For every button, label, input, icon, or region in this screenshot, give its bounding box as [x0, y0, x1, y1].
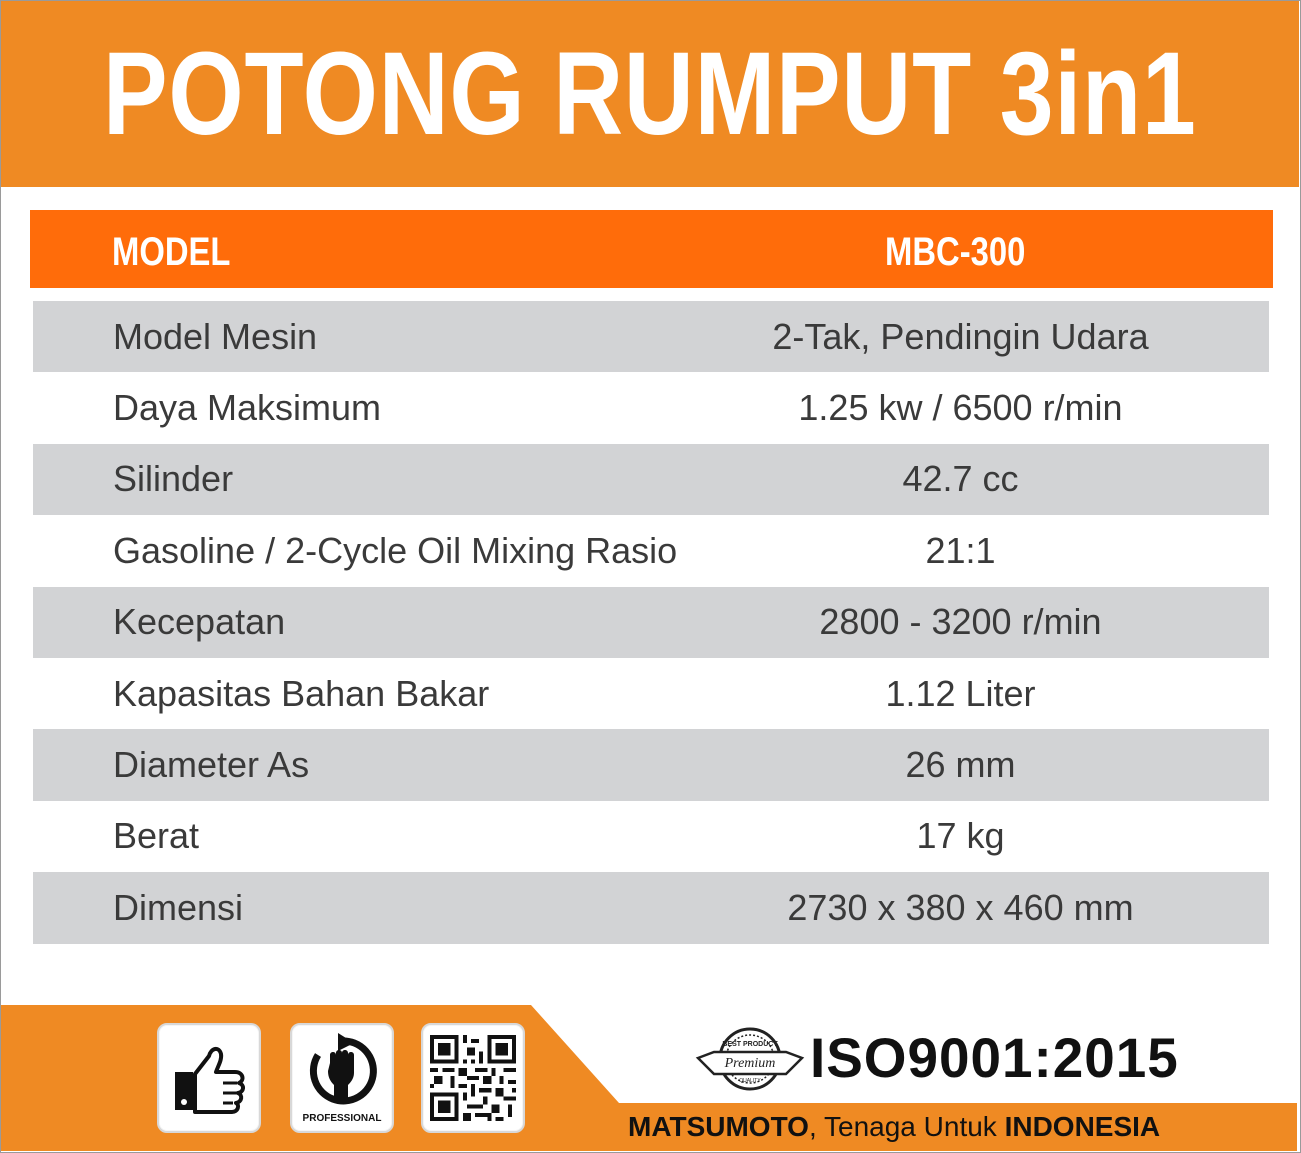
- tagline-middle: , Tenaga Untuk: [808, 1111, 1005, 1142]
- iso-certification: ISO9001:2015: [810, 1026, 1179, 1089]
- professional-badge: [290, 1023, 394, 1133]
- spec-value: 2-Tak, Pendingin Udara: [772, 315, 1149, 357]
- spec-label: Diameter As: [113, 744, 310, 786]
- table-row: [33, 658, 1269, 729]
- spec-value: 17 kg: [916, 815, 1005, 857]
- seal-middle-text: Premium: [724, 1056, 776, 1071]
- table-row: [33, 372, 1269, 443]
- spec-value: 42.7 cc: [902, 458, 1019, 500]
- spec-value: 26 mm: [905, 744, 1016, 786]
- spec-label: Dimensi: [113, 886, 244, 928]
- spec-value: 1.12 Liter: [885, 672, 1036, 714]
- spec-label: Berat: [113, 815, 200, 857]
- table-row: [33, 444, 1269, 515]
- spec-label: Gasoline / 2-Cycle Oil Mixing Rasio: [113, 529, 678, 571]
- table-row: [33, 587, 1269, 658]
- spec-label: Kecepatan: [113, 601, 286, 643]
- badge-caption: PROFESSIONAL: [302, 1112, 382, 1124]
- model-header-bar: [30, 210, 1273, 288]
- spec-label: Model Mesin: [113, 315, 318, 357]
- thumbs-up-icon: [169, 1038, 249, 1118]
- table-row: [33, 872, 1269, 943]
- seal-bottom-text: QUALITY: [739, 1078, 761, 1084]
- spec-value: 1.25 kw / 6500 r/min: [798, 387, 1123, 429]
- table-row: [33, 801, 1269, 872]
- table-row: [33, 301, 1269, 372]
- premium-seal-icon: [694, 1026, 806, 1092]
- brand-name: MATSUMOTO: [628, 1111, 809, 1142]
- spec-value: 21:1: [925, 529, 996, 571]
- spec-table: [33, 301, 1269, 944]
- tagline-country: INDONESIA: [1004, 1111, 1161, 1142]
- model-header-value: MBC-300: [885, 230, 1026, 274]
- raised-fist-icon: [302, 1033, 382, 1111]
- seal-top-text: BEST PRODUCT: [722, 1041, 778, 1048]
- thumbs-up-badge: [157, 1023, 261, 1133]
- spec-value: 2800 - 3200 r/min: [819, 601, 1102, 643]
- model-header-label: MODEL: [112, 230, 231, 274]
- spec-label: Daya Maksimum: [113, 387, 382, 429]
- table-row: [33, 515, 1269, 586]
- title-banner: [1, 1, 1299, 187]
- spec-label: Kapasitas Bahan Bakar: [113, 672, 490, 714]
- spec-label: Silinder: [113, 458, 234, 500]
- table-row: [33, 729, 1269, 800]
- footer-tagline: [628, 1113, 1160, 1141]
- qr-code-badge: [421, 1023, 525, 1133]
- page-title: POTONG RUMPUT 3in1: [103, 28, 1197, 160]
- spec-value: 2730 x 380 x 460 mm: [787, 886, 1134, 928]
- qr-code-icon: [430, 1035, 516, 1121]
